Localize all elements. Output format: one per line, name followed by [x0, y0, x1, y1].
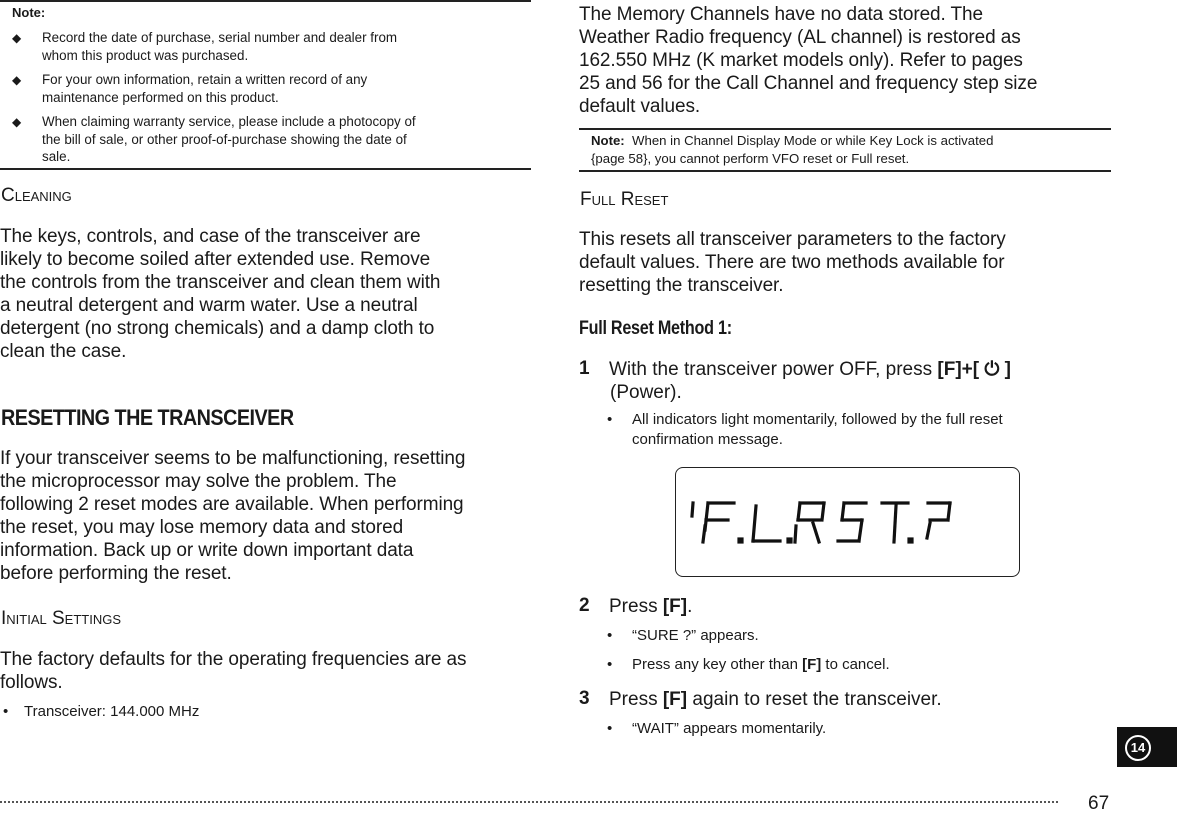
key-label: [F] — [802, 656, 822, 673]
key-label: [F] — [662, 596, 688, 617]
text-line: clean the case. — [0, 341, 127, 362]
cleaning-paragraph — [0, 225, 440, 363]
text-line: information. Back up or write down important data — [0, 540, 414, 561]
text-line: resetting the transceiver. — [579, 275, 784, 296]
step-text — [609, 358, 1011, 404]
note-text: Press any key other than — [632, 656, 803, 673]
note-text: sale. — [42, 149, 71, 164]
warranty-note-box — [0, 0, 531, 170]
step-note — [607, 719, 827, 739]
note-text: All indicators light momentarily, followed by the full reset — [632, 411, 1003, 428]
note-label: Note: — [591, 133, 625, 148]
lcd-display — [675, 467, 1020, 577]
text-line: detergent (no strong chemicals) and a damp cloth to — [0, 318, 435, 339]
resetting-heading: RESETTING THE TRANSCEIVER — [1, 405, 294, 430]
text-line: The Memory Channels have no data stored. The — [579, 4, 983, 25]
text-line: a neutral detergent and warm water. Use a neutral — [0, 295, 418, 316]
bullet-text: Transceiver: 144.000 MHz — [24, 703, 200, 720]
footer-divider — [0, 801, 1058, 803]
lock-note-box — [579, 128, 1111, 172]
text-line: the reset, you may lose memory data and stored — [0, 517, 404, 538]
bullet-dot-icon: • — [607, 627, 613, 644]
note-text: “WAIT” appears momentarily. — [632, 720, 827, 737]
full-reset-heading: Full Reset — [580, 189, 669, 210]
note-title: Note: — [12, 5, 46, 20]
note-text: the bill of sale, or other proof-of-purchase showing the date of — [42, 131, 407, 147]
initial-settings-paragraph — [0, 648, 466, 694]
note-item — [0, 113, 502, 166]
text-span: again to reset the transceiver. — [687, 689, 942, 710]
full-reset-paragraph — [579, 228, 1006, 297]
lcd-segments — [676, 468, 1019, 576]
text-span: With the transceiver power OFF, press — [609, 359, 938, 380]
key-label: [F] — [662, 689, 688, 710]
page-number: 67 — [1088, 793, 1110, 814]
bullet-dot-icon: • — [3, 703, 9, 720]
step-line: (Power). — [610, 382, 682, 403]
text-line: before performing the reset. — [0, 563, 232, 584]
note-text: maintenance performed on this product. — [42, 89, 279, 105]
text-line: the controls from the transceiver and clean them with — [0, 272, 441, 293]
note-line — [591, 132, 1106, 150]
note-text: “SURE ?” appears. — [632, 627, 759, 644]
key-label: [F]+[ ⏻ ] — [937, 359, 1011, 380]
note-text: When in Channel Display Mode or while Key Lock is activated — [632, 133, 994, 148]
text-line: This resets all transceiver parameters to the factory — [579, 229, 1006, 250]
note-item — [0, 71, 502, 106]
resetting-paragraph — [0, 447, 465, 585]
text-line: Weather Radio frequency (AL channel) is restored as — [579, 27, 1021, 48]
text-line: following 2 reset modes are available. When performing — [0, 494, 464, 515]
note-content — [591, 132, 1106, 168]
step-line — [609, 358, 1011, 381]
text-span: Press — [609, 596, 663, 617]
step-text — [609, 595, 692, 618]
memory-paragraph — [579, 3, 1037, 118]
text-span: . — [687, 596, 693, 617]
chapter-tab — [1117, 727, 1177, 767]
note-text: {page 58}, you cannot perform VFO reset or Full reset. — [591, 151, 910, 166]
text-line: follows. — [0, 672, 63, 693]
initial-settings-heading: Initial Settings — [1, 608, 122, 629]
text-line: The factory defaults for the operating frequencies are as — [0, 649, 467, 670]
step-number: 2 — [579, 595, 590, 616]
text-line: The keys, controls, and case of the transceiver are — [0, 226, 421, 247]
text-line: likely to become soiled after extended use. Remove — [0, 249, 431, 270]
diamond-bullet-icon: ◆ — [12, 115, 22, 129]
step-note — [607, 626, 759, 646]
note-text: For your own information, retain a written record of any — [42, 72, 368, 87]
step-text — [609, 688, 942, 711]
bullet-dot-icon: • — [607, 720, 613, 737]
text-line: default values. There are two methods available for — [579, 252, 1005, 273]
step-number: 3 — [579, 688, 590, 709]
transceiver-default-bullet — [3, 702, 200, 722]
note-list — [0, 29, 502, 173]
diamond-bullet-icon: ◆ — [12, 31, 22, 45]
text-line: 25 and 56 for the Call Channel and frequency step size — [579, 73, 1038, 94]
text-line: the microprocessor may solve the problem. The — [0, 471, 397, 492]
text-line: 162.550 MHz (K market models only). Refer to pages — [579, 50, 1023, 71]
text-line: If your transceiver seems to be malfunctioning, resetting — [0, 448, 466, 469]
bullet-dot-icon: • — [607, 411, 613, 428]
note-text: When claiming warranty service, please include a photocopy of — [42, 114, 416, 129]
note-text: to cancel. — [821, 656, 890, 673]
step-note — [607, 410, 1003, 450]
note-text: whom this product was purchased. — [42, 47, 249, 63]
chapter-number-badge: 14 — [1125, 735, 1151, 761]
bullet-dot-icon: • — [607, 656, 613, 673]
step-note — [607, 655, 890, 675]
note-text: confirmation message. — [632, 431, 783, 448]
diamond-bullet-icon: ◆ — [12, 73, 22, 87]
note-text: Record the date of purchase, serial number and dealer from — [42, 30, 398, 45]
text-span: Press — [609, 689, 663, 710]
cleaning-heading: Cleaning — [1, 185, 72, 206]
step-number: 1 — [579, 358, 590, 379]
note-item — [0, 29, 502, 64]
method-title: Full Reset Method 1: — [579, 318, 732, 339]
text-line: default values. — [579, 96, 701, 117]
